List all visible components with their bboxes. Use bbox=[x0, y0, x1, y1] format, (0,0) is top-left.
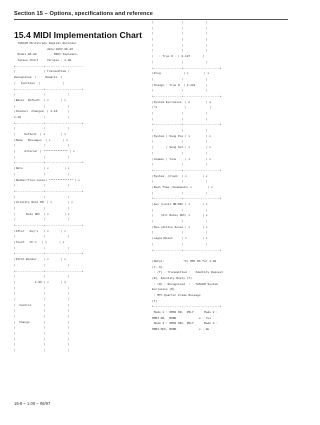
chart-line: | | | bbox=[152, 163, 208, 167]
chart-line: | | | bbox=[14, 184, 70, 188]
chart-line: TASCAM Multitrack Digital Recorder bbox=[14, 42, 77, 45]
chart-line: | | | bbox=[152, 38, 208, 42]
chart-line: | | | bbox=[14, 127, 70, 131]
chart-line: tation Chart Version : 1.00 bbox=[14, 59, 72, 63]
chart-line: | | | bbox=[14, 309, 70, 313]
chart-line: |System | Song Pos | x | x bbox=[152, 134, 211, 138]
chart-line: | | | bbox=[14, 235, 70, 239]
chart-line: | | | bbox=[152, 191, 208, 195]
chart-line: +----------------+---------------------+ bbox=[14, 121, 84, 125]
chart-line: +----------------+---------------------+ bbox=[152, 94, 222, 98]
chart-line: | | | bbox=[14, 104, 70, 108]
chart-line: : MTC Quarter Frame Message bbox=[152, 294, 201, 297]
chart-line: | |All Notes OFF| x | x bbox=[152, 214, 208, 218]
chart-line: | | | bbox=[152, 151, 208, 155]
chart-line: | | | bbox=[14, 326, 70, 330]
chart-line: |After Key's | x | x bbox=[14, 229, 67, 233]
chart-line: | | | bbox=[152, 140, 208, 144]
chart-line: | | | bbox=[152, 117, 208, 121]
chart-line: (R), Identity Reply (T) bbox=[152, 276, 192, 280]
chart-line: |Touch Ch's | x | x bbox=[14, 241, 65, 245]
chart-line: |Note | x | x bbox=[14, 167, 70, 171]
chart-line: | | | bbox=[152, 89, 208, 93]
chart-line: | | | bbox=[14, 337, 70, 341]
chart-line: | | | bbox=[14, 195, 70, 199]
chart-line: : (T) : Transmitted : Identity Request bbox=[152, 271, 224, 275]
chart-line: +----------------+---------------------+ bbox=[152, 197, 222, 201]
chart-line: Exclusive (R) bbox=[152, 288, 175, 292]
chart-line: |Mes-|Active Sense | x | x bbox=[152, 225, 208, 229]
chart-line: | | | bbox=[14, 246, 70, 250]
chart-line: | | | bbox=[152, 208, 208, 212]
chart-line: | | | bbox=[152, 26, 208, 30]
chart-line: +----------------+---------------------+ bbox=[14, 224, 84, 227]
chart-line: |Prog | x | x bbox=[152, 72, 210, 76]
chart-line: | | Song Sel | x | x bbox=[152, 146, 211, 150]
chart-line: | | | bbox=[152, 77, 208, 81]
chart-line: +--------------------------------------+ bbox=[152, 305, 222, 309]
chart-line: | | | bbox=[152, 49, 208, 53]
chart-line: | Change | | bbox=[14, 320, 70, 324]
chart-line: | | Transmitted | bbox=[14, 70, 70, 74]
chart-line: | : True # | 0-127 | bbox=[152, 55, 205, 59]
page-title: 15.4 MIDI Implementation Chart bbox=[14, 30, 142, 40]
chart-line: |Change : True # | 1-128 | bbox=[152, 83, 208, 87]
chart-line: |*1 | | bbox=[152, 106, 211, 110]
chart-line: Recognized | Remarks | bbox=[14, 76, 63, 80]
chart-line: | Note OFF | x | x bbox=[14, 212, 70, 216]
chart-line: | | | bbox=[14, 286, 70, 290]
chart-line: OMNI ON, MONO o : Yes bbox=[152, 316, 211, 320]
chart-line: | | | bbox=[14, 315, 70, 318]
chart-line: |Aux |Local ON/OFF | x | x bbox=[152, 203, 208, 206]
chart-line: +----------------+---------------------- bbox=[14, 64, 84, 68]
chart-line: (7, 9). bbox=[152, 265, 165, 269]
chart-line: | | | bbox=[152, 180, 208, 184]
midi-chart-left-column bbox=[14, 41, 144, 391]
chart-line: | 1-99 | x | x bbox=[14, 280, 67, 284]
chart-line: +----------------+---------------------+ bbox=[14, 252, 84, 256]
chart-line: +----------------+---------------------+ bbox=[152, 66, 222, 70]
chart-line: : (R) : Recognized : TASCAM System bbox=[152, 282, 218, 286]
chart-line: | | | bbox=[152, 21, 208, 24]
chart-line: +----------------+---------------------+ bbox=[14, 87, 84, 91]
page-footer: 15-8 – 1.00 – 06/97 bbox=[14, 401, 51, 406]
chart-line: | | | bbox=[14, 349, 70, 353]
chart-line: Mode 1 : OMNI ON, POLY Mode 2 : bbox=[152, 311, 218, 315]
chart-line: | | | bbox=[152, 129, 208, 133]
chart-line: Model DA-88 MIDI Implemen- bbox=[14, 53, 79, 57]
chart-line: +----------------+---------------------+ bbox=[14, 269, 84, 273]
chart-line: |Mode Messages | x | x bbox=[14, 138, 68, 142]
chart-line: | | | bbox=[152, 43, 208, 47]
chart-line: |Notes: *1) MMC RX for 1-99 bbox=[152, 259, 217, 263]
chart-line: | Default | x | x bbox=[14, 133, 67, 136]
chart-line: | Function | | bbox=[14, 81, 65, 85]
chart-line: | | | bbox=[14, 206, 70, 210]
chart-line: | | | bbox=[152, 32, 208, 36]
chart-line: | | | bbox=[14, 263, 70, 267]
chart-line: |Basic Default | x | x bbox=[14, 98, 67, 102]
chart-line: Mode 3 : OMNI OFF, POLY Mode 4 : bbox=[152, 322, 218, 326]
chart-line: | | | bbox=[14, 275, 70, 279]
chart-line: | | | bbox=[14, 172, 70, 176]
chart-line: | | | bbox=[14, 292, 70, 296]
chart-line: | | | bbox=[152, 112, 208, 115]
chart-line: |sages|Reset | x | x bbox=[152, 237, 208, 241]
chart-line: |Real Time |Commands| x | x bbox=[152, 185, 213, 189]
chart-line: | | | bbox=[152, 60, 208, 64]
chart-line: | | | bbox=[14, 155, 70, 159]
chart-line: |System |Clock | x | x bbox=[152, 174, 208, 178]
chart-line: date:1997.09.26 bbox=[14, 47, 73, 51]
chart-line: | | | bbox=[14, 297, 70, 301]
chart-line: |Velocity Note ON | x | x bbox=[14, 201, 73, 205]
chart-line: |System Exclusive | o | o bbox=[152, 100, 211, 104]
chart-line: |Channel Changed | 1-16 | bbox=[14, 110, 70, 114]
chart-line: |Number|True voice| ************** | x bbox=[14, 178, 80, 182]
chart-line: |Pitch Bender | x | x bbox=[14, 258, 67, 262]
chart-line: (T) bbox=[152, 299, 158, 303]
chart-line: +----------------+---------------------+ bbox=[14, 161, 84, 165]
chart-line: | | | bbox=[14, 144, 70, 148]
section-header: Section 15 – Options, specifications and reference bbox=[14, 11, 153, 17]
chart-line: OMNI OFF, MONO x : No bbox=[152, 328, 210, 332]
chart-line: | | | bbox=[14, 218, 70, 222]
chart-line: 1-16 | | bbox=[14, 115, 70, 119]
chart-line: | | | bbox=[14, 93, 70, 97]
chart-line: | | | bbox=[14, 343, 70, 347]
chart-line: | | | bbox=[152, 231, 208, 235]
chart-line: |Common | Tune | x | x bbox=[152, 157, 211, 161]
chart-line: | | | bbox=[14, 332, 70, 336]
chart-line: +----------------+---------------------+ bbox=[14, 189, 84, 193]
chart-line: | Altered | ************** | x bbox=[14, 150, 75, 154]
chart-line: | Control | | bbox=[14, 303, 70, 307]
chart-line: +----------------+---------------------+ bbox=[152, 248, 222, 252]
chart-line: +----------------+---------------------+ bbox=[152, 168, 222, 172]
chart-line: +----------------+---------------------+ bbox=[152, 123, 222, 127]
midi-chart-right-column bbox=[152, 20, 292, 380]
chart-line: | | | bbox=[152, 242, 208, 246]
chart-line: | | | bbox=[152, 220, 208, 224]
